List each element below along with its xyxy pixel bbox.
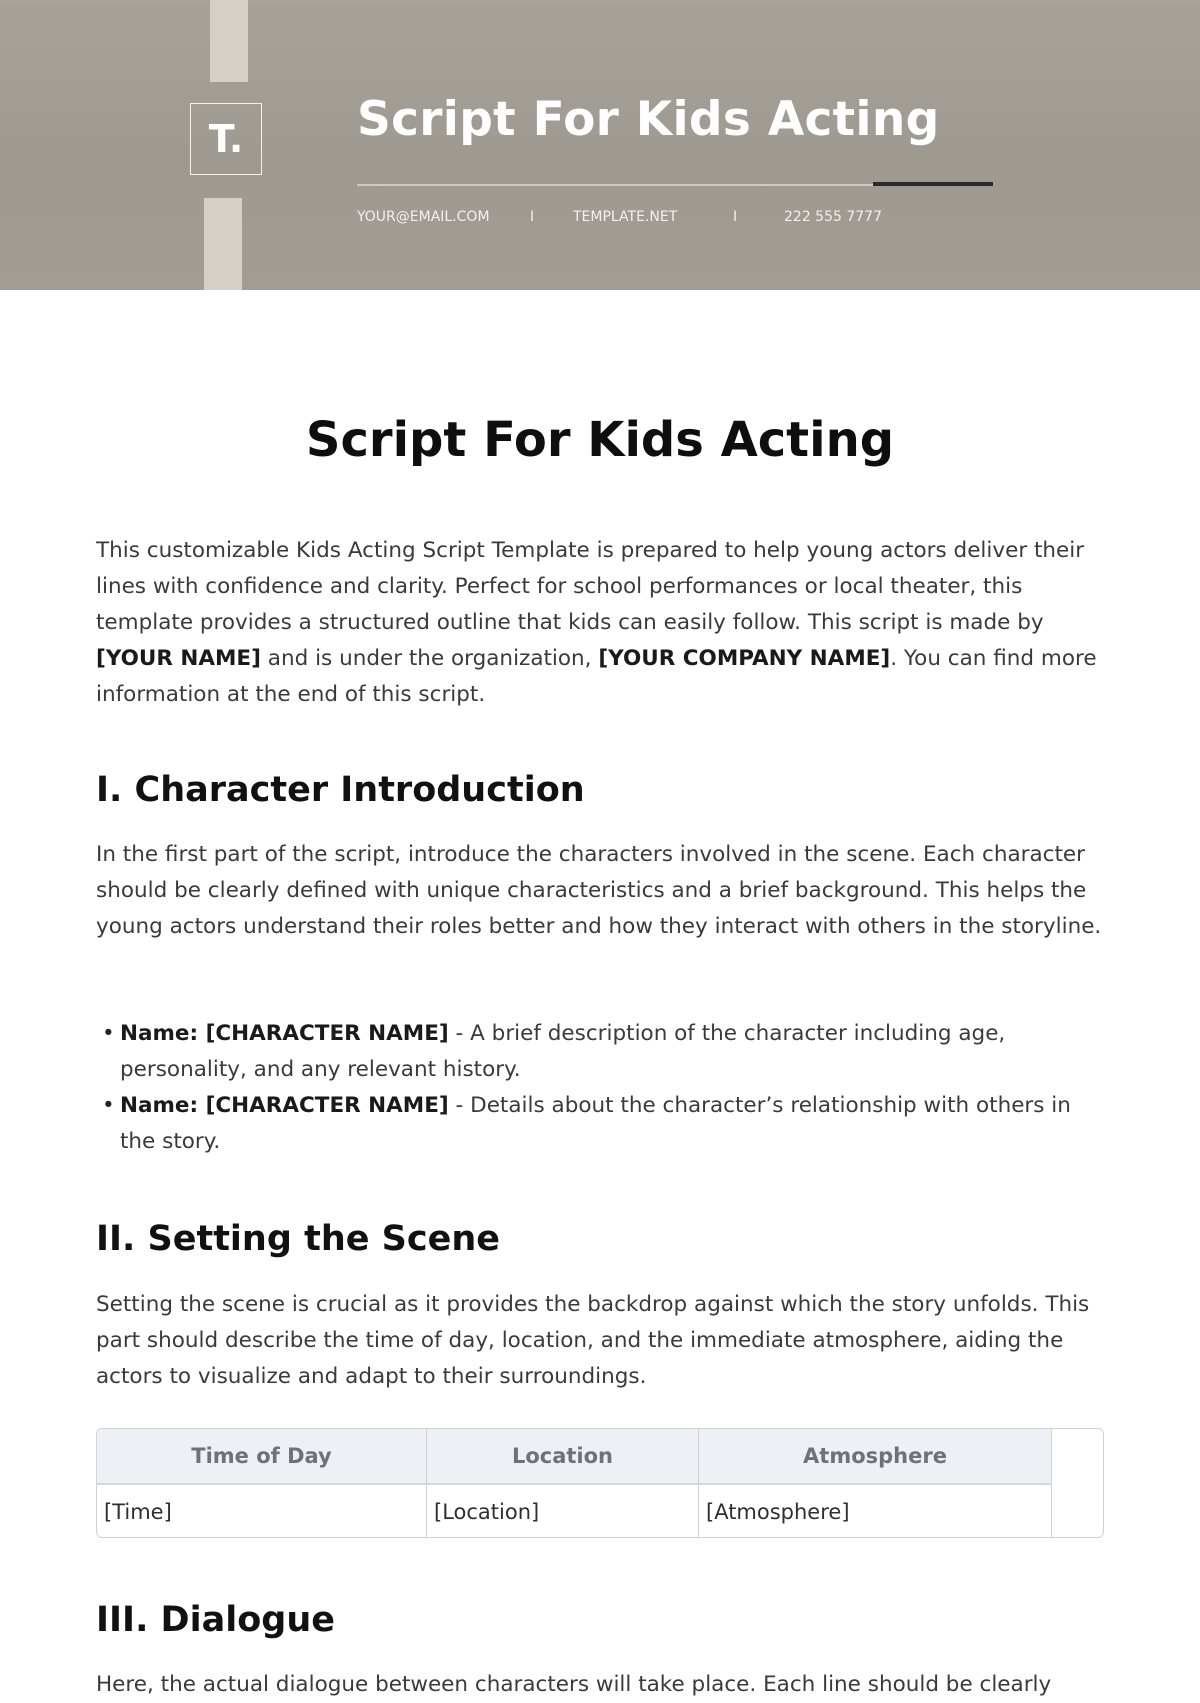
- column-header-atmosphere: Atmosphere: [699, 1429, 1052, 1484]
- section-heading-character-introduction: I. Character Introduction: [96, 770, 585, 810]
- section-body-setting-the-scene: Setting the scene is crucial as it provides the backdrop against which the story unfolds. This part should describe the time of day, location, and the immediate atmosphere, aiding the actors to visualize and adapt to their surroundings.: [96, 1292, 1090, 1389]
- logo: [190, 103, 262, 175]
- table-row: [97, 1484, 1052, 1538]
- character-list: [96, 1016, 1106, 1160]
- logo-text: T.: [208, 117, 244, 161]
- character-description: - A brief description of the character including age, personality, and any relevant history.: [120, 1021, 1006, 1082]
- section-heading-setting-the-scene: II. Setting the Scene: [96, 1219, 501, 1259]
- table-cell-time: [Time]: [97, 1484, 427, 1538]
- document-title: Script For Kids Acting: [305, 412, 895, 468]
- table-cell-location: [Location]: [427, 1484, 699, 1538]
- intro-text: and is under the organization,: [260, 646, 599, 671]
- list-item: [96, 1016, 1106, 1088]
- column-header-time-of-day: Time of Day: [97, 1429, 427, 1484]
- character-name-label: Name: [CHARACTER NAME]: [120, 1093, 449, 1118]
- header-banner: [0, 0, 1200, 290]
- company-name-placeholder: [YOUR COMPANY NAME]: [598, 646, 891, 671]
- contact-website: TEMPLATE.NET: [573, 209, 678, 225]
- contact-separator: I: [530, 209, 535, 225]
- table-header-row: [97, 1429, 1052, 1484]
- intro-paragraph: [96, 533, 1106, 713]
- banner-title: Script For Kids Acting: [357, 92, 940, 147]
- decorative-bar-top: [210, 0, 248, 82]
- intro-text: . You can find more information at the end of this script.: [96, 646, 1097, 707]
- intro-text: This customizable Kids Acting Script Template is prepared to help young actors deliver their lines with confidence and clarity. Perfect for school performances or local theater, this template provides a structured outline that kids can easily follow. This script is made by: [96, 538, 1085, 635]
- decorative-bar-bottom: [204, 198, 242, 290]
- character-description: - Details about the character’s relationship with others in the story.: [120, 1093, 1071, 1154]
- contact-separator: I: [733, 209, 738, 225]
- table-cell-atmosphere: [Atmosphere]: [699, 1484, 1052, 1538]
- scene-table-grid: [97, 1429, 1052, 1538]
- scene-table: [96, 1428, 1104, 1538]
- character-name-label: Name: [CHARACTER NAME]: [120, 1021, 449, 1046]
- contact-email: YOUR@EMAIL.COM: [357, 209, 490, 225]
- list-item: [96, 1088, 1106, 1160]
- banner-divider-accent: [873, 182, 993, 186]
- section-heading-dialogue: III. Dialogue: [96, 1600, 335, 1640]
- column-header-location: Location: [427, 1429, 699, 1484]
- section-body-character-introduction: In the first part of the script, introduce the characters involved in the scene. Each character should be clearly defined with unique characteristics and a brief background. This helps the young actors understand their roles better and how they interact with others in the storyline.: [96, 842, 1102, 939]
- contact-phone: 222 555 7777: [784, 209, 882, 225]
- section-body-dialogue: Here, the actual dialogue between characters will take place. Each line should be clearly: [96, 1672, 1052, 1697]
- your-name-placeholder: [YOUR NAME]: [96, 646, 261, 671]
